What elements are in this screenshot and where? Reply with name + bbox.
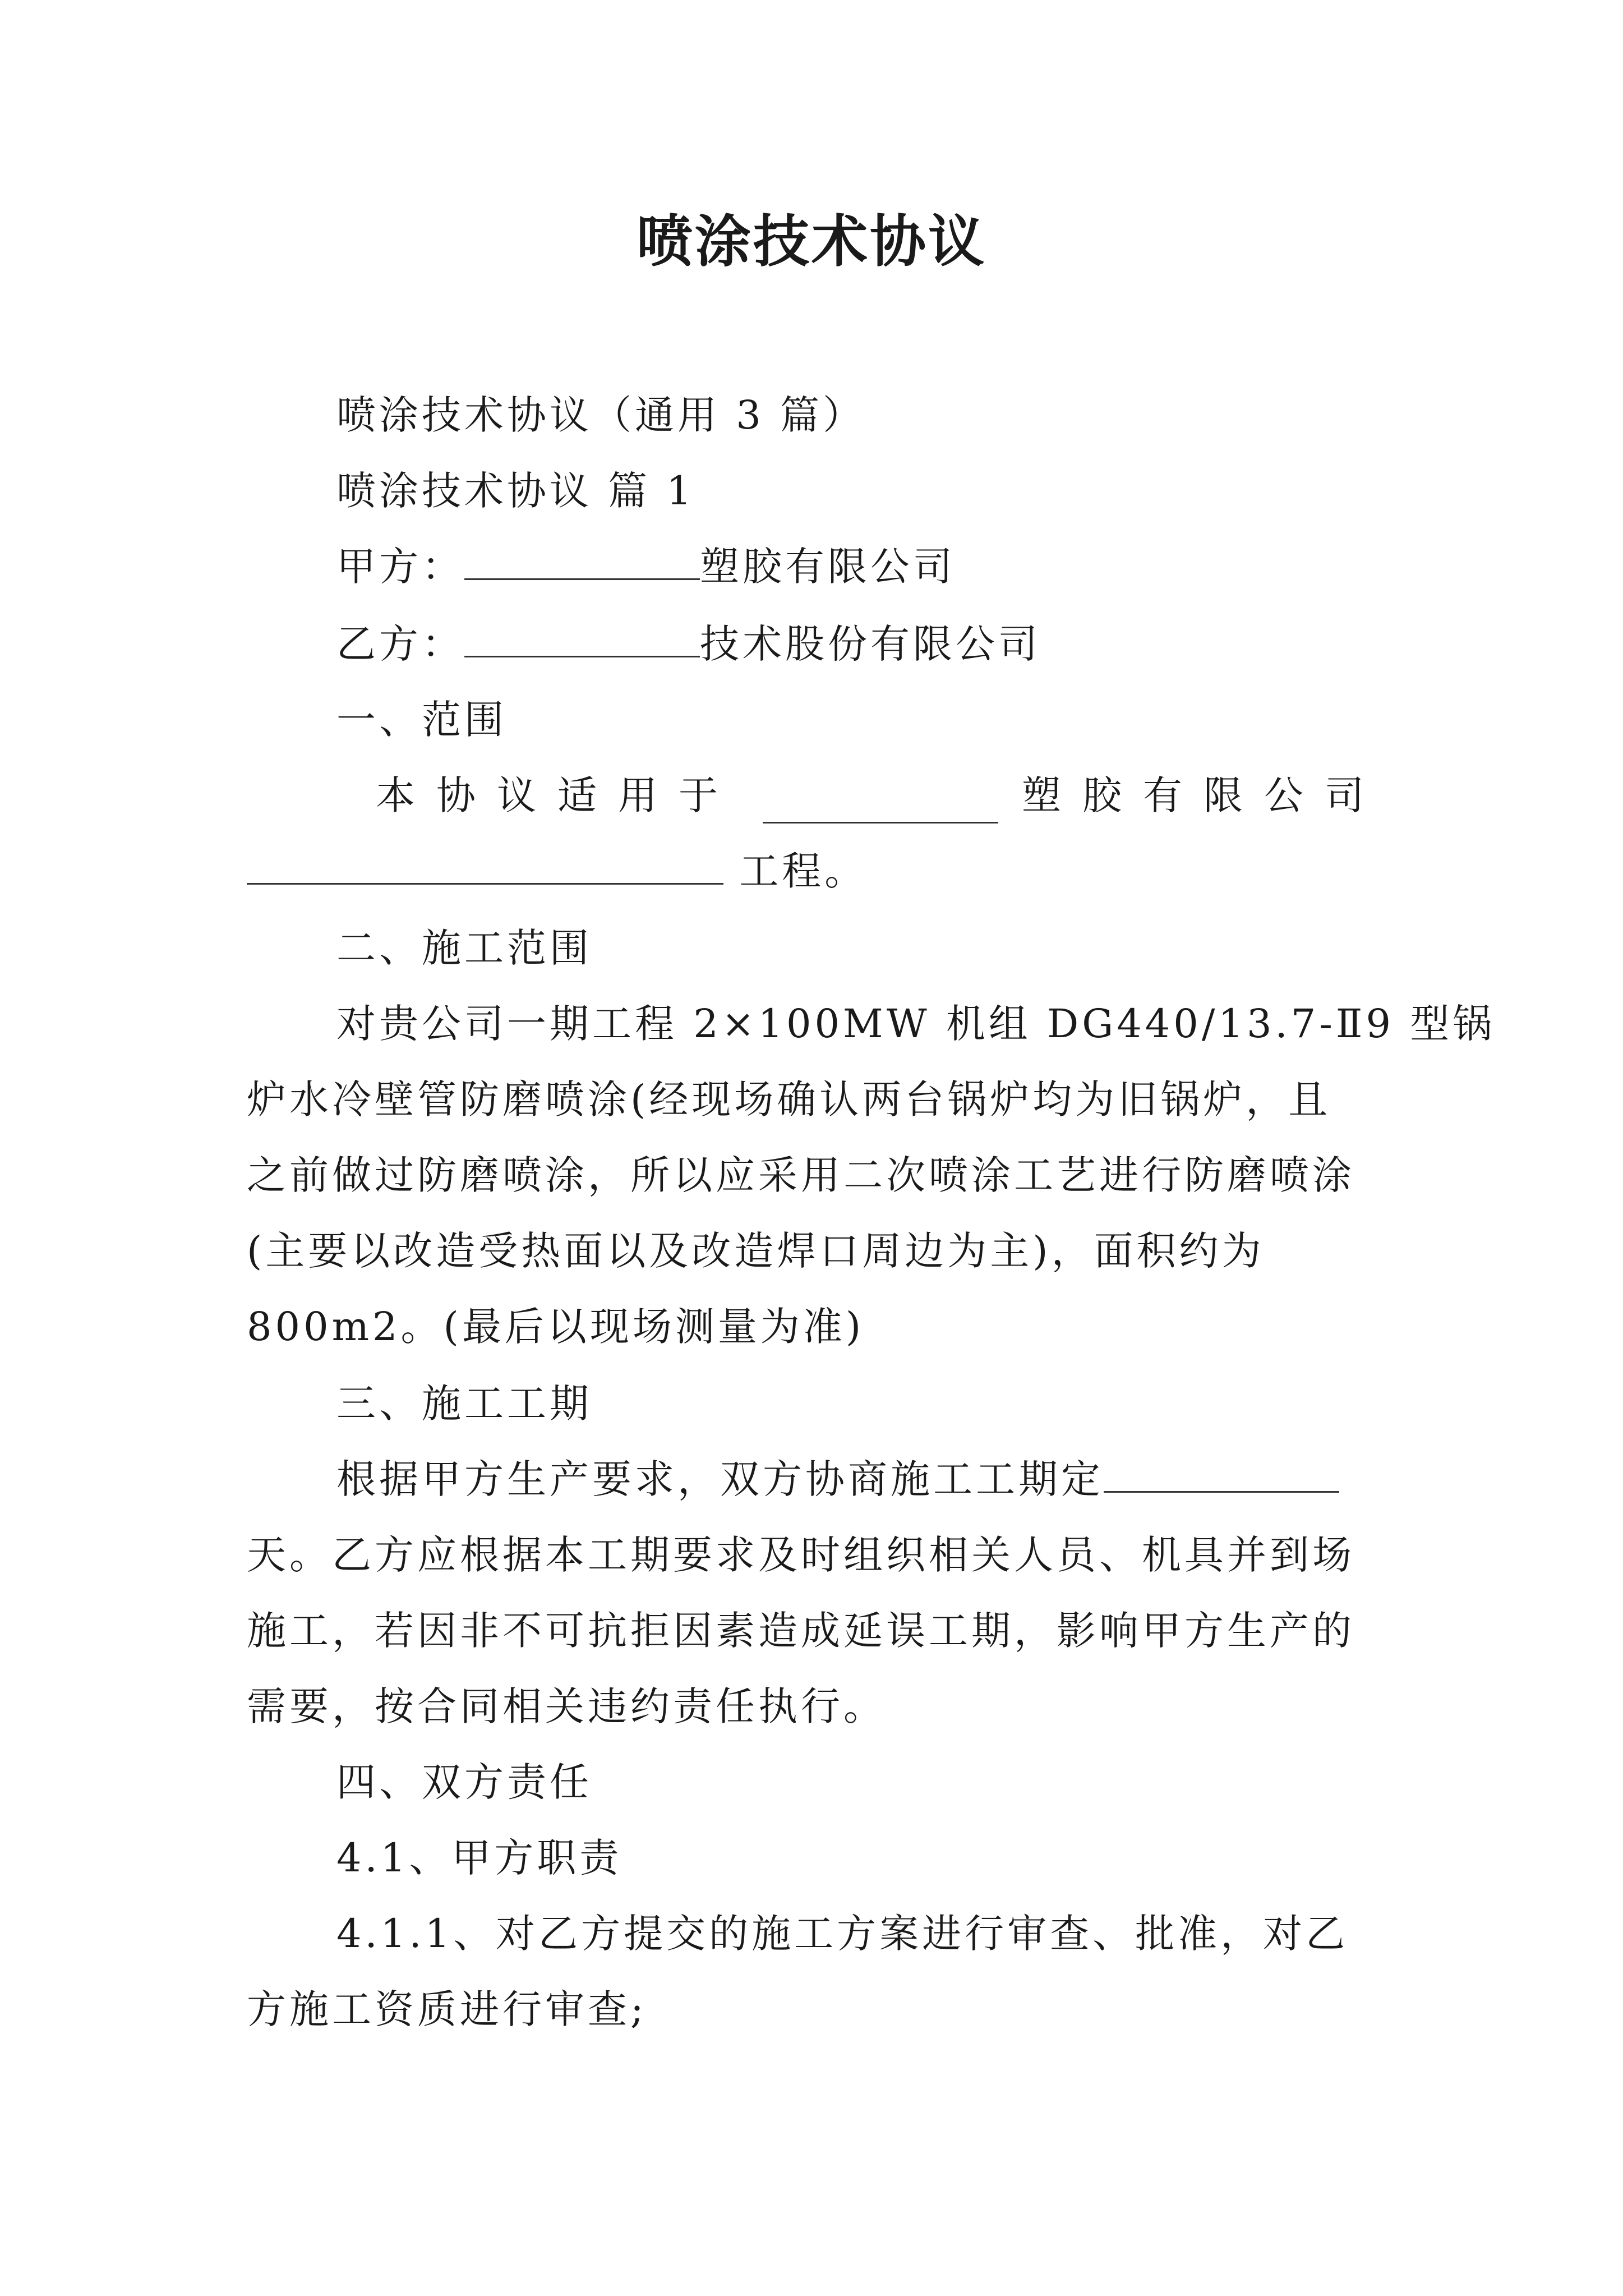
subtitle: 喷涂技术协议（通用 3 篇） [336, 392, 866, 438]
section-1-line-2 [247, 843, 867, 899]
section-2-heading: 二、施工范围 [336, 925, 592, 971]
section-2-paragraph-line: 炉水冷壁管防磨喷涂(经现场确认两台锅炉均为旧锅炉，且 [247, 1076, 1331, 1122]
party-b-blank [464, 616, 700, 657]
section-2-paragraph-line: (主要以改造受热面以及改造焊口周边为主)，面积约为 [247, 1228, 1265, 1274]
section-1-line-1-prefix: 本协议适用于 [376, 772, 739, 818]
section-2-paragraph-line: 800m2。(最后以现场测量为准) [247, 1304, 865, 1350]
party-a-line [336, 539, 956, 595]
document-title: 喷涂技术协议 [637, 208, 986, 274]
section-3-line-1-prefix: 根据甲方生产要求，双方协商施工工期定 [336, 1456, 1104, 1502]
party-b-company: 技术股份有限公司 [700, 621, 1041, 667]
section-4-1-1-line-1: 4.1.1、对乙方提交的施工方案进行审查、批准，对乙 [336, 1911, 1349, 1957]
section-1-blank-2 [247, 844, 723, 885]
section-1-heading: 一、范围 [336, 697, 507, 743]
party-b-line [336, 616, 1041, 672]
section-3-blank [1104, 1452, 1339, 1493]
section-3-paragraph-line: 天。乙方应根据本工期要求及时组织相关人员、机具并到场 [247, 1532, 1355, 1578]
section-3-paragraph-line: 需要，按合同相关违约责任执行。 [247, 1683, 886, 1729]
section-2-paragraph-line: 对贵公司一期工程 2×100MW 机组 DG440/13.7-Ⅱ9 型锅 [336, 1001, 1496, 1047]
party-a-label: 甲方： [336, 544, 464, 590]
section-1-blank-1 [763, 783, 998, 823]
party-a-blank [464, 539, 700, 580]
section-1-line-1-suffix: 塑胶有限公司 [1022, 772, 1385, 818]
section-4-heading: 四、双方责任 [336, 1759, 592, 1805]
section-3-heading: 三、施工工期 [336, 1381, 592, 1427]
section-3-paragraph-line: 施工，若因非不可抗拒因素造成延误工期，影响甲方生产的 [247, 1608, 1355, 1654]
section-1-line-1 [376, 767, 1385, 823]
section-3-line-1 [336, 1451, 1339, 1507]
party-a-company: 塑胶有限公司 [700, 544, 956, 590]
part-heading: 喷涂技术协议 篇 1 [336, 468, 695, 514]
section-4-1-1-line-2: 方施工资质进行审查; [247, 1986, 647, 2032]
section-1-line-2-suffix: 工程。 [739, 848, 868, 894]
section-2-paragraph-line: 之前做过防磨喷涂，所以应采用二次喷涂工艺进行防磨喷涂 [247, 1152, 1355, 1198]
section-4-1-heading: 4.1、甲方职责 [336, 1835, 623, 1881]
party-b-label: 乙方： [336, 621, 464, 667]
